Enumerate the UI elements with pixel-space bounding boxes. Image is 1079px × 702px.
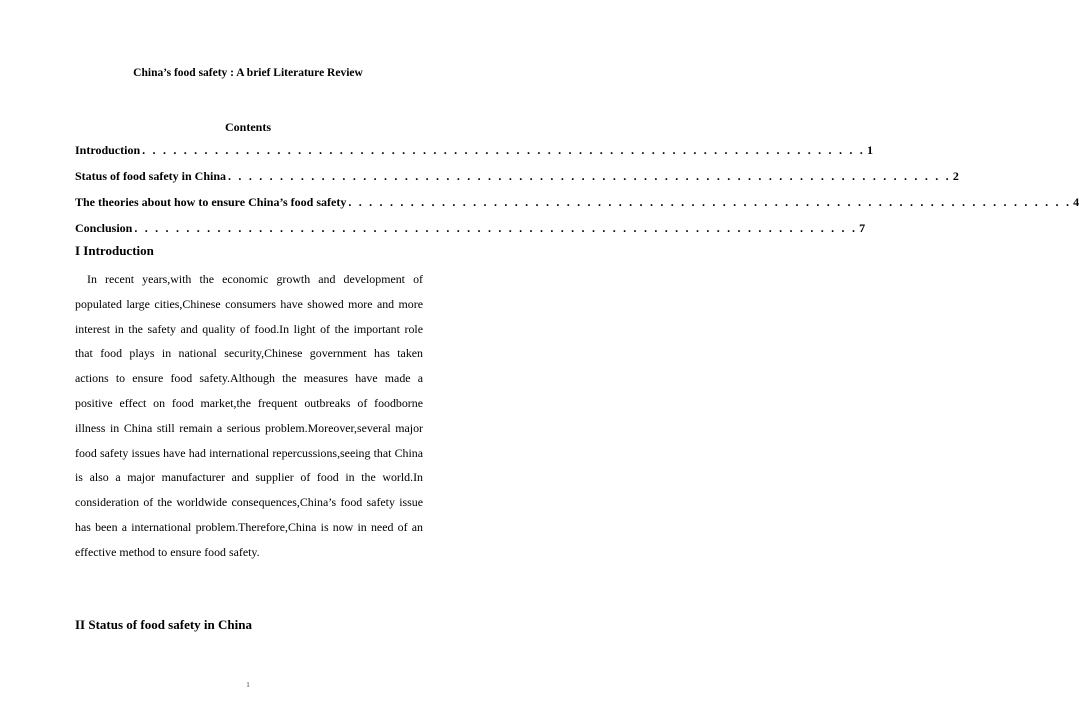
toc-entry-page: 2 — [952, 169, 959, 183]
document-title: China’s food safety : A brief Literature Review — [133, 67, 363, 79]
toc-entry-page: 1 — [866, 143, 873, 157]
section-heading-status: II Status of food safety in China — [75, 617, 252, 632]
toc-entry-label: Conclusion — [75, 221, 133, 235]
toc-leader-dots: . . . . . . . . . . . . . . . . . . . . . . . . . . . . . . . . . . . . . . . . . . . . . . . . . . . . . . . . . . . . . . . . . . . . . . — [134, 221, 858, 235]
table-of-contents — [75, 143, 1079, 247]
contents-heading: Contents — [224, 120, 271, 134]
toc-entry-label: Introduction — [75, 143, 141, 157]
toc-entry-page: 7 — [859, 221, 866, 235]
toc-entry-status[interactable] — [75, 169, 959, 195]
toc-entry-introduction[interactable] — [75, 143, 873, 169]
toc-entry-theories[interactable] — [75, 195, 1079, 221]
toc-leader-dots: . . . . . . . . . . . . . . . . . . . . . . . . . . . . . . . . . . . . . . . . . . . . . . . . . . . . . . . . . . . . . . . . . . . . . . — [228, 169, 951, 183]
toc-entry-label: Status of food safety in China — [75, 169, 227, 183]
toc-leader-dots: . . . . . . . . . . . . . . . . . . . . . . . . . . . . . . . . . . . . . . . . . . . . . . . . . . . . . . . . . . . . . . . . . . . . . . — [348, 195, 1072, 209]
toc-leader-dots: . . . . . . . . . . . . . . . . . . . . . . . . . . . . . . . . . . . . . . . . . . . . . . . . . . . . . . . . . . . . . . . . . . . . . . — [142, 143, 865, 157]
page-number: 1 — [246, 681, 250, 689]
introduction-paragraph: In recent years,with the economic growth and development of populated large cities,Chinese consumers have showed more and more interest in the safety and quality of food.In light of the important role that food plays in national security,Chinese government has taken actions to ensure food safety.Although the measures have made a positive effect on food market,the frequent outbreaks of foodborne illness in China still remain a serious problem.Moreover,several major food safety issues have had international repercussions,seeing that China is also a major manufacturer and supplier of food in the world.In consideration of the worldwide consequences,China’s food safety issue has been a international problem.Therefore,China is now in need of an effective method to ensure food safety. — [75, 272, 423, 559]
toc-entry-page: 4 — [1073, 195, 1079, 209]
toc-entry-label: The theories about how to ensure China’s food safety — [75, 195, 347, 209]
section-heading-introduction: I Introduction — [75, 243, 154, 258]
